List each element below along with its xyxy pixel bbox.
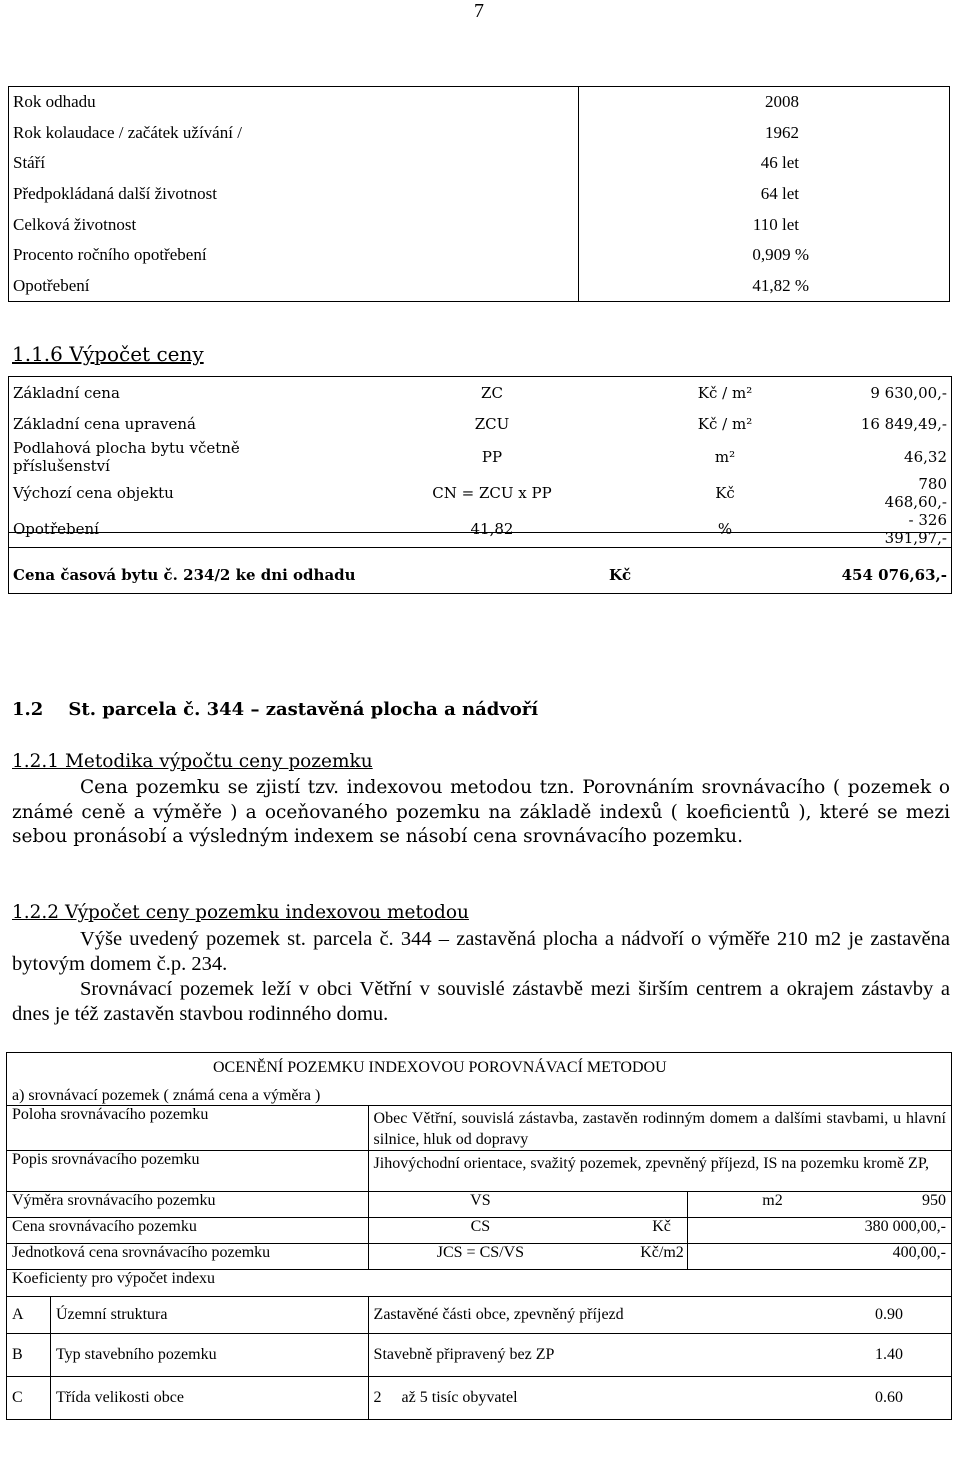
total-unit: Kč xyxy=(609,566,632,584)
table-row: Popis srovnávacího pozemku Jihovýchodní orientace, svažitý pozemek, zpevněný příjezd, IS na pozemku kromě ZP, xyxy=(7,1151,952,1192)
valuation-title: OCENĚNÍ POZEMKU INDEXOVOU POROVNÁVACÍ METODOU xyxy=(213,1059,667,1076)
table-row: Jednotková cena srovnávacího pozemku JCS = CS/VS Kč/m2 400,00,- xyxy=(7,1244,952,1270)
heading-12: 1.2 St. parcela č. 344 – zastavěná plocha a nádvoří xyxy=(12,699,539,720)
valuation-table xyxy=(6,1052,952,1420)
heading-121: 1.2.1 Metodika výpočtu ceny pozemku xyxy=(12,751,373,772)
heading-122: 1.2.2 Výpočet ceny pozemku indexovou metodou xyxy=(12,902,469,923)
total-box xyxy=(8,532,952,594)
table-row: Cena srovnávacího pozemku CS Kč 380 000,00,- xyxy=(7,1218,952,1244)
table-row: Rok odhadu 2008 xyxy=(13,92,799,112)
table-row: Poloha srovnávacího pozemku Obec Větřní, souvislá zástavba, zastavěn rodinným domem a dalšími stavbami, u hlavní silnice, hluk od dopravy xyxy=(7,1106,952,1151)
section-heading-116: 1.1.6 Výpočet ceny xyxy=(12,342,204,366)
table-row: Základní cena upravená ZCU Kč / m² 16 849,49,- xyxy=(13,414,947,433)
table-row: A Územní struktura Zastavěné části obce, zpevněný příjezd 0.90 xyxy=(7,1297,952,1334)
table-row xyxy=(7,1053,952,1106)
table-row: Výměra srovnávacího pozemku VS m2 950 xyxy=(7,1192,952,1218)
table-row: Rok kolaudace / začátek užívání / 1962 xyxy=(13,122,799,142)
age-table xyxy=(8,86,950,302)
page-number: 7 xyxy=(474,0,484,22)
table-row: Stáří 46 let xyxy=(13,153,799,173)
total-label: Cena časová bytu č. 234/2 ke dni odhadu xyxy=(13,566,356,584)
valuation-subtitle: a) srovnávací pozemek ( známá cena a výměra ) xyxy=(12,1087,321,1104)
table-row: Opotřebení 41,82 % xyxy=(13,275,809,295)
paragraph-121: Cena pozemku se zjistí tzv. indexovou metodou tzn. Porovnáním srovnávacího ( pozemek o známé ceně a výměře ) a oceňovaného pozemku na základě indexů ( koeficientů ), které se mezi sebou pronásobí a výsledným indexem se násobí cena srovnávacího pozemku. xyxy=(12,777,950,847)
table-row: Podlahová plocha bytu včetně příslušenství PP m² 46,32 xyxy=(13,439,947,475)
table-row: Celková životnost 110 let xyxy=(13,214,799,234)
table-row: Výchozí cena objektu CN = ZCU x PP Kč 780 468,60,- xyxy=(13,475,947,511)
table-row: B Typ stavebního pozemku Stavebně připravený bez ZP 1.40 xyxy=(7,1334,952,1377)
paragraph-122b: Srovnávací pozemek leží v obci Větřní v souvislé zástavbě mezi širším centrem a okrajem zástavby a dnes je též zastavěn stavbou rodinného domu. xyxy=(12,978,950,1025)
paragraph-122a: Výše uvedený pozemek st. parcela č. 344 – zastavěná plocha a nádvoří o výměře 210 m2 je zastavěna bytovým domem č.p. 234. xyxy=(12,928,950,975)
table-row: Předpokládaná další životnost 64 let xyxy=(13,184,799,204)
table-row: Koeficienty pro výpočet indexu xyxy=(7,1270,952,1297)
table-row: Opotřebení 41,82 % - 326 391,97,- xyxy=(13,511,947,547)
table-row: C Třída velikosti obce 2 až 5 tisíc obyvatel 0.60 xyxy=(7,1377,952,1420)
price-table xyxy=(8,376,952,548)
total-value: 454 076,63,- xyxy=(841,566,947,584)
table-row: Procento ročního opotřebení 0,909 % xyxy=(13,245,809,265)
table-row: Základní cena ZC Kč / m² 9 630,00,- xyxy=(13,383,947,402)
column-divider xyxy=(578,86,579,301)
